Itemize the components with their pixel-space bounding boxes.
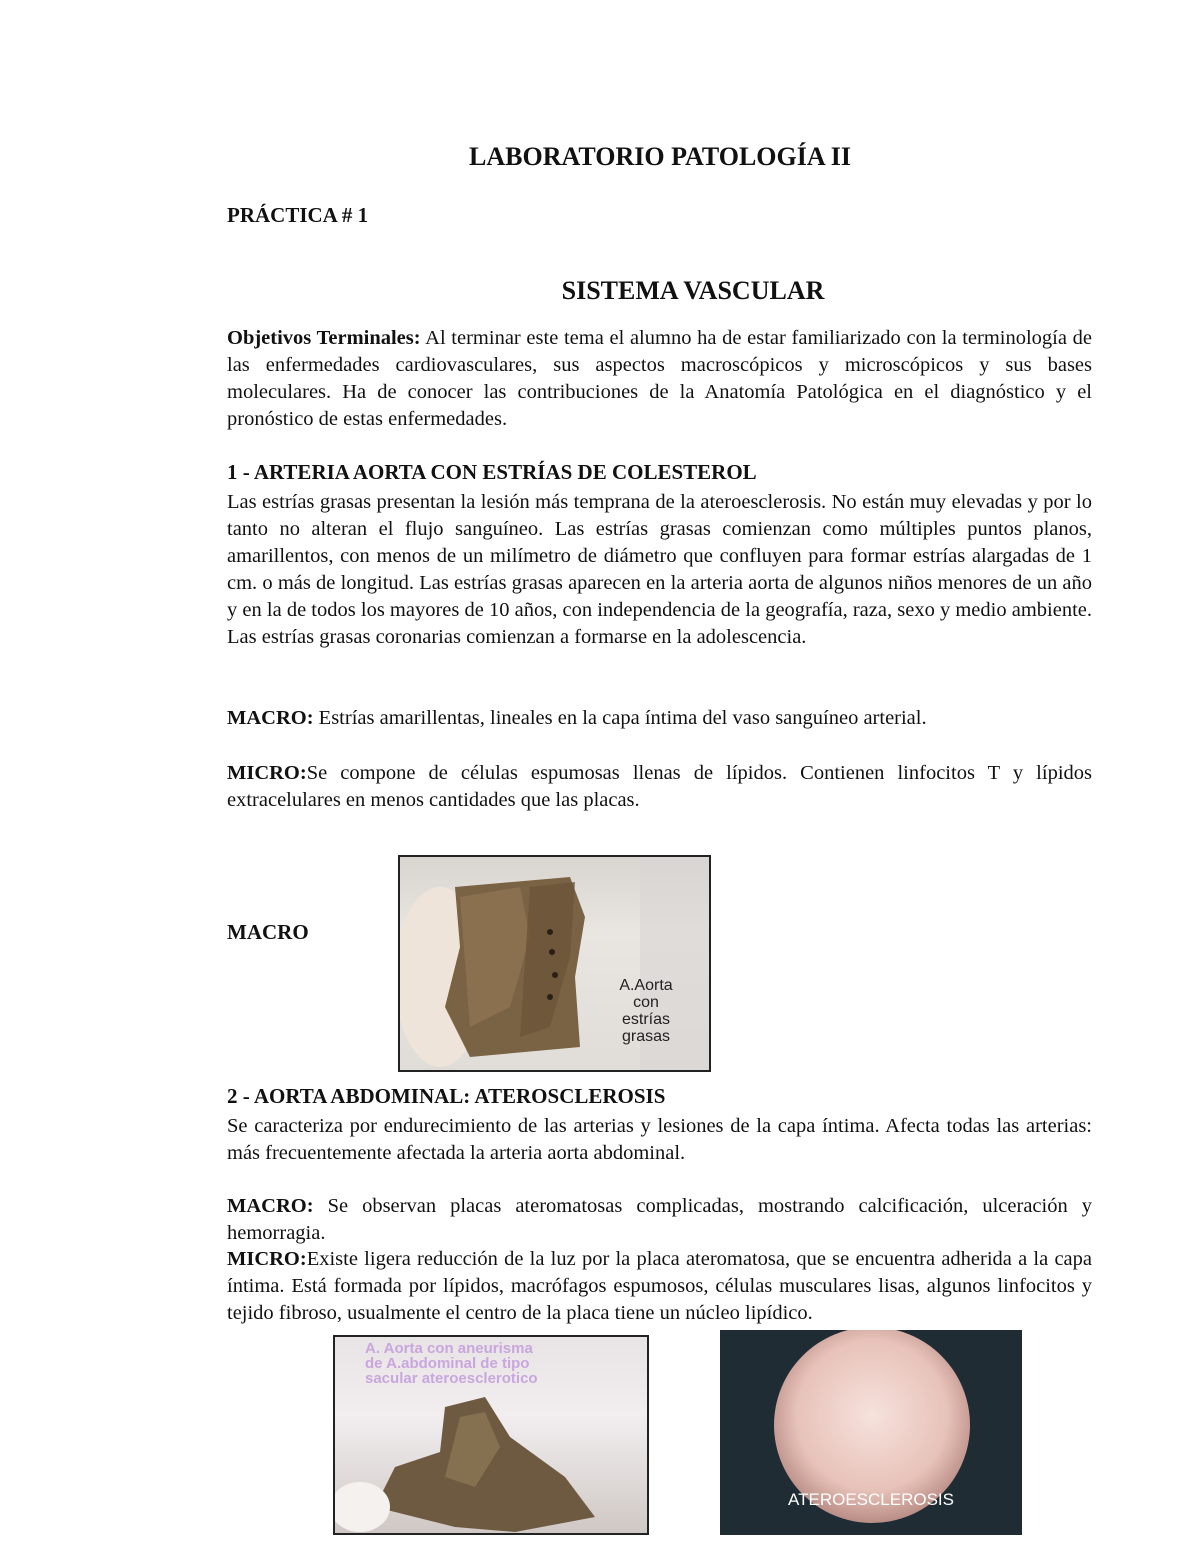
aorta-photo-caption [596,977,696,1045]
section2-heading: 2 - AORTA ABDOMINAL: ATEROSCLEROSIS [227,1084,666,1108]
macro-image-label: MACRO [227,920,309,944]
caption-line: grasas [621,1028,671,1045]
abdominal-aorta-aneurysm-photo [333,1335,649,1535]
section2-macro-text: Se observan placas ateromatosas complicadas, mostrando calcificación, ulceración y hemorragia. [227,1195,1092,1244]
document-title: LABORATORIO PATOLOGÍA II [469,142,851,171]
section1-micro [227,760,1092,814]
caption-line: A.Aorta [619,977,673,994]
aneurysm-photo-caption [365,1341,538,1386]
objectives-text: Al terminar este tema el alumno ha de estar familiarizado con la terminología de las enfermedades cardiovasculares, sus aspectos macroscópicos y microscópicos y sus bases moleculares. Ha de conocer las contribuciones de la Anatomía Patológica en el diagnóstico y el pronóstico de estas enfermedades. [227,327,1092,430]
caption-line: A. Aorta con aneurisma [365,1340,533,1357]
objectives-label: Objetivos Terminales: [227,327,421,349]
section1-macro [227,705,1092,732]
section2-micro [227,1246,1092,1327]
objectives-paragraph [227,325,1092,433]
practice-number: PRÁCTICA # 1 [227,203,369,227]
section1-body: Las estrías grasas presentan la lesión más temprana de la ateroesclerosis. No están muy elevadas y por lo tanto no alteran el flujo sanguíneo. Las estrías grasas comienzan como múltiples puntos planos, amarillentos, con menos de un milímetro de diámetro que confluyen para formar estrías alargadas de 1 cm. o más de longitud. Las estrías grasas aparecen en la arteria aorta de algunos niños menores de un año y en la de todos los mayores de 10 años, con independencia de la geografía, raza, sexo y medio ambiente. Las estrías grasas coronarias comienzan a formarse en la adolescencia. [227,491,1092,648]
caption-line: de A.abdominal de tipo [365,1355,530,1372]
section1-macro-label: MACRO: [227,707,314,729]
caption-line: con [633,994,659,1011]
section2-macro-label: MACRO: [227,1195,314,1217]
caption-line: estrías [621,1011,670,1028]
section2-micro-text: Existe ligera reducción de la luz por la placa ateromatosa, que se encuentra adherida a la capa íntima. Está formada por lípidos, macrófagos espumosos, células musculares lisas, algunos linfocitos y tejido fibroso, usualmente el centro de la placa tiene un núcleo lipídico. [227,1248,1092,1324]
section-title: SISTEMA VASCULAR [561,276,825,305]
section1-macro-text: Estrías amarillentas, lineales en la capa íntima del vaso sanguíneo arterial. [313,707,927,729]
caption-line: sacular ateroesclerotico [365,1370,538,1387]
section1-micro-text: Se compone de células espumosas llenas de lípidos. Contienen linfocitos T y lípidos extracelulares en menos cantidades que las placas. [227,762,1092,811]
aorta-fatty-streaks-photo [398,855,711,1072]
atherosclerosis-micrograph [720,1330,1022,1535]
section2-macro [227,1193,1092,1247]
section1-micro-label: MICRO: [227,762,307,784]
micrograph-caption: ATEROESCLEROSIS [788,1490,954,1509]
section2-micro-label: MICRO: [227,1248,307,1270]
section2-body: Se caracteriza por endurecimiento de las arterias y lesiones de la capa íntima. Afecta todas las arterias: más frecuentemente afectada la arteria aorta abdominal. [227,1115,1092,1164]
section1-heading: 1 - ARTERIA AORTA CON ESTRÍAS DE COLESTEROL [227,460,757,484]
